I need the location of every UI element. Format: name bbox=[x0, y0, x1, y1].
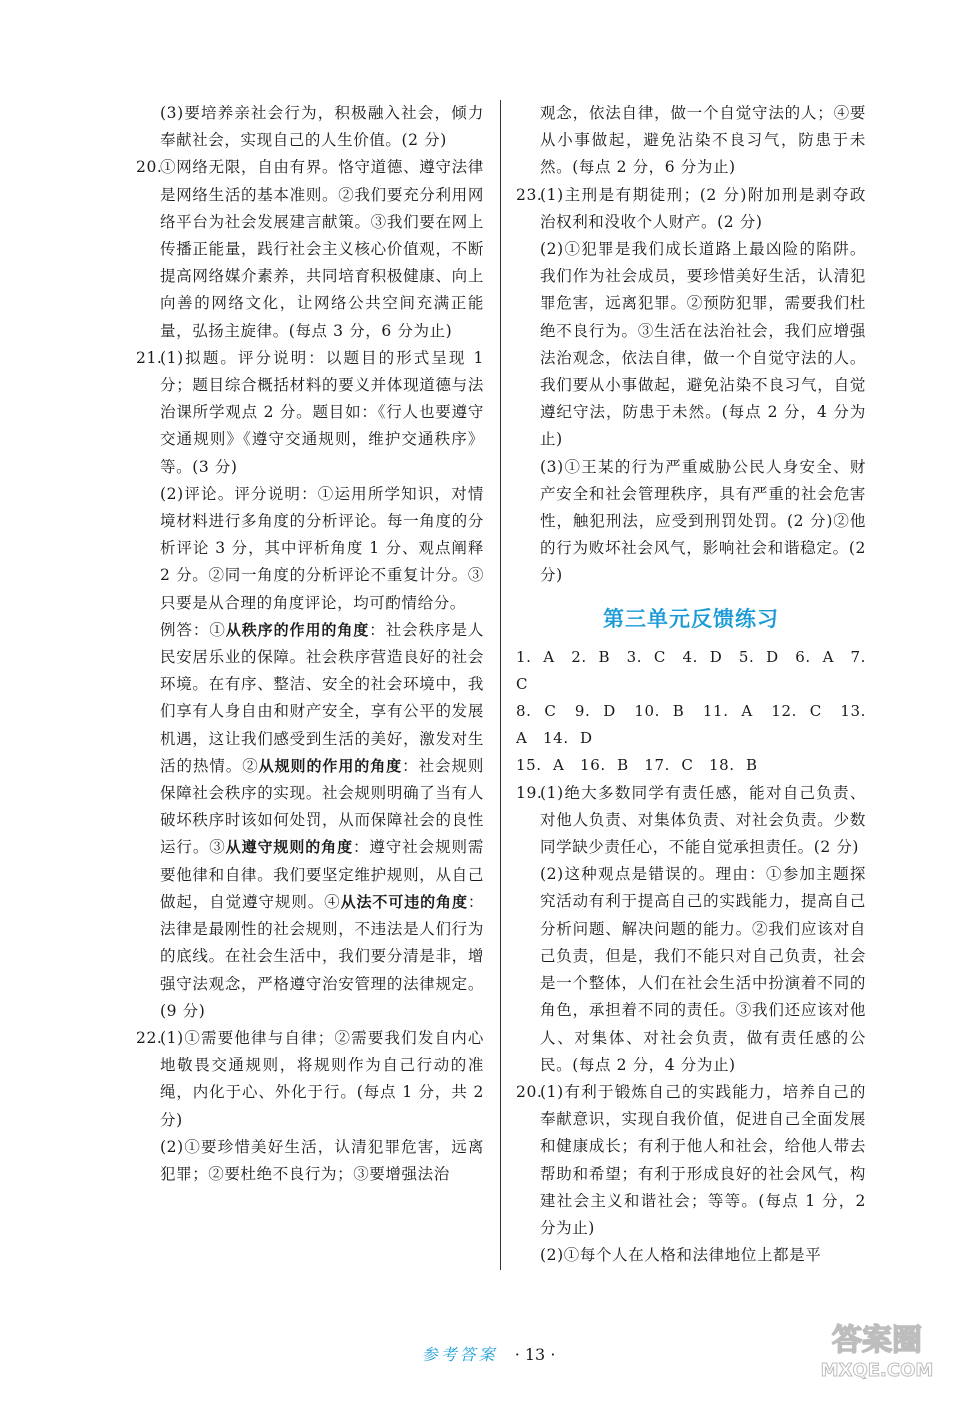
q22-part2: (2)①要珍惜美好生活，认清犯罪危害，远离犯罪；②要杜绝不良行为；③要增强法治 bbox=[160, 1137, 484, 1183]
question-number: 20. bbox=[516, 1082, 543, 1101]
svg-text:答案圈: 答案圈 bbox=[832, 1323, 922, 1358]
q22-part1: (1)①需要他律与自律；②需要我们发自内心地敬畏交通规则，将规则作为自己行动的准绳，内化于心、外化于行。(每点 1 分，共 2 分) bbox=[160, 1028, 484, 1129]
choice-answers-row: 8. C 9. D 10. B 11. A 12. C 13. A 14. D bbox=[516, 702, 866, 748]
question-number: 19. bbox=[516, 783, 543, 802]
footer-label: 参考答案 bbox=[421, 1345, 498, 1364]
q20-part1: (1)有利于锻炼自己的实践能力，培养自己的奉献意识，实现自我价值，促进自己全面发展和健康成长；有利于他人和社会，给他人带去帮助和希望；有利于形成良好的社会风气，构建社会主义和谐社会；等等。(每点 1 分，2 分为止) bbox=[540, 1082, 866, 1237]
q19-part1: (1)绝大多数同学有责任感，能对自己负责、对他人负责、对集体负责、对社会负责。少数同学缺少责任心，不能自觉承担责任。(2 分) bbox=[540, 783, 866, 857]
question-number: 22. bbox=[136, 1028, 163, 1047]
q21-part2: (2)评论。评分说明：①运用所学知识，对情境材料进行多角度的分析评论。每一角度的分析评论 3 分，其中评析角度 1 分、观点阐释 2 分。②同一角度的分析评论不重复计分。③只要是从合理的角度评论，均可酌情给分。 bbox=[160, 484, 484, 612]
q23-part3: (3)①王某的行为严重威胁公民人身安全、财产安全和社会管理秩序，具有严重的社会危害性，触犯刑法，应受到刑罚处罚。(2 分)②他的行为败坏社会风气，影响社会和谐稳定。(2 分) bbox=[540, 457, 866, 585]
section-title: 第三单元反馈练习 bbox=[603, 606, 779, 631]
question-23 bbox=[516, 182, 866, 590]
question-20 bbox=[136, 154, 484, 344]
q19-part2: (2)这种观点是错误的。理由：①参加主题探究活动有利于提高自己的实践能力，提高自己分析问题、解决问题的能力。②我们应该对自己负责，但是，我们不能只对自己负责，社会是一个整体，人们在社会生活中扮演着不同的角色，承担着不同的责任。③我们还应该对他人、对集体、对社会负责，做有责任感的公民。(每点 2 分，4 分为止) bbox=[540, 865, 866, 1074]
watermark-logo bbox=[797, 1314, 957, 1384]
page-number: · 13 · bbox=[514, 1345, 556, 1364]
question-number: 23. bbox=[516, 185, 543, 204]
q21-part1: (1)拟题。评分说明：以题目的形式呈现 1 分；题目综合概括材料的要义并体现道德与法治课所学观点 2 分。题目如：《行人也要遵守交通规则》《遵守交通规则，维护交通秩序》等。(3 分) bbox=[160, 348, 484, 476]
question-number: 21. bbox=[136, 348, 163, 367]
q23-part2: (2)①犯罪是我们成长道路上最凶险的陷阱。我们作为社会成员，要珍惜美好生活，认清犯罪危害，远离犯罪。②预防犯罪，需要我们杜绝不良行为。③生活在法治社会，我们应增强法治观念，依法自律，做一个自觉守法的人。我们要从小事做起，避免沾染不良习气，自觉遵纪守法，防患于未然。(每点 2 分，4 分为止) bbox=[540, 240, 866, 449]
q19-part3: (3)要培养亲社会行为，积极融入社会，倾力奉献社会，实现自己的人生价值。(2 分) bbox=[160, 104, 484, 150]
left-column bbox=[136, 100, 484, 1188]
question-22 bbox=[136, 1025, 484, 1188]
question-21 bbox=[136, 345, 484, 1025]
right-column bbox=[516, 100, 866, 1269]
question-20 bbox=[516, 1079, 866, 1269]
column-divider bbox=[500, 100, 501, 1270]
question-19 bbox=[516, 780, 866, 1079]
choice-answers-row: 1. A 2. B 3. C 4. D 5. D 6. A 7. C bbox=[516, 647, 866, 693]
q20-answer: ①网络无限，自由有界。恪守道德、遵守法律是网络生活的基本准则。②我们要充分利用网络平台为社会发展建言献策。③我们要在网上传播正能量，践行社会主义核心价值观，不断提高网络媒介素养，共同培育积极健康、向上向善的网络文化，让网络公共空间充满正能量，弘扬主旋律。(每点 3 分，6 分为止) bbox=[160, 158, 484, 340]
q20-part2: (2)①每个人在人格和法律地位上都是平 bbox=[540, 1246, 822, 1265]
svg-text:MXQE.COM: MXQE.COM bbox=[820, 1360, 934, 1381]
choice-answers-row: 15. A 16. B 17. C 18. B bbox=[516, 756, 758, 775]
question-number: 20. bbox=[136, 158, 163, 177]
q22-continued: 观念，依法自律，做一个自觉守法的人；④要从小事做起，避免沾染不良习气，防患于未然。(每点 2 分，6 分为止) bbox=[540, 104, 866, 177]
q21-example: 例答：①从秩序的作用的角度：社会秩序是人民安居乐业的保障。社会秩序营造良好的社会环境。在有序、整洁、安全的社会环境中，我们享有人身自由和财产安全，享有公平的发展机遇，这让我们感受到生活的美好，激发对生活的热情。②从规则的作用的角度：社会规则保障社会秩序的实现。社会规则明确了当有人破坏秩序时该如何处罚，从而保障社会的良性运行。③从遵守规则的角度：遵守社会规则需要他律和自律。我们要坚定维护规则，从自己做起，自觉遵守规则。④从法不可违的角度：法律是最刚性的社会规则，不违法是人们行为的底线。在社会生活中，我们要分清是非，增强守法观念，严格遵守治安管理的法律规定。(9 分) bbox=[160, 620, 484, 1020]
q23-part1: (1)主刑是有期徒刑；(2 分)附加刑是剥夺政治权利和没收个人财产。(2 分) bbox=[540, 185, 866, 231]
